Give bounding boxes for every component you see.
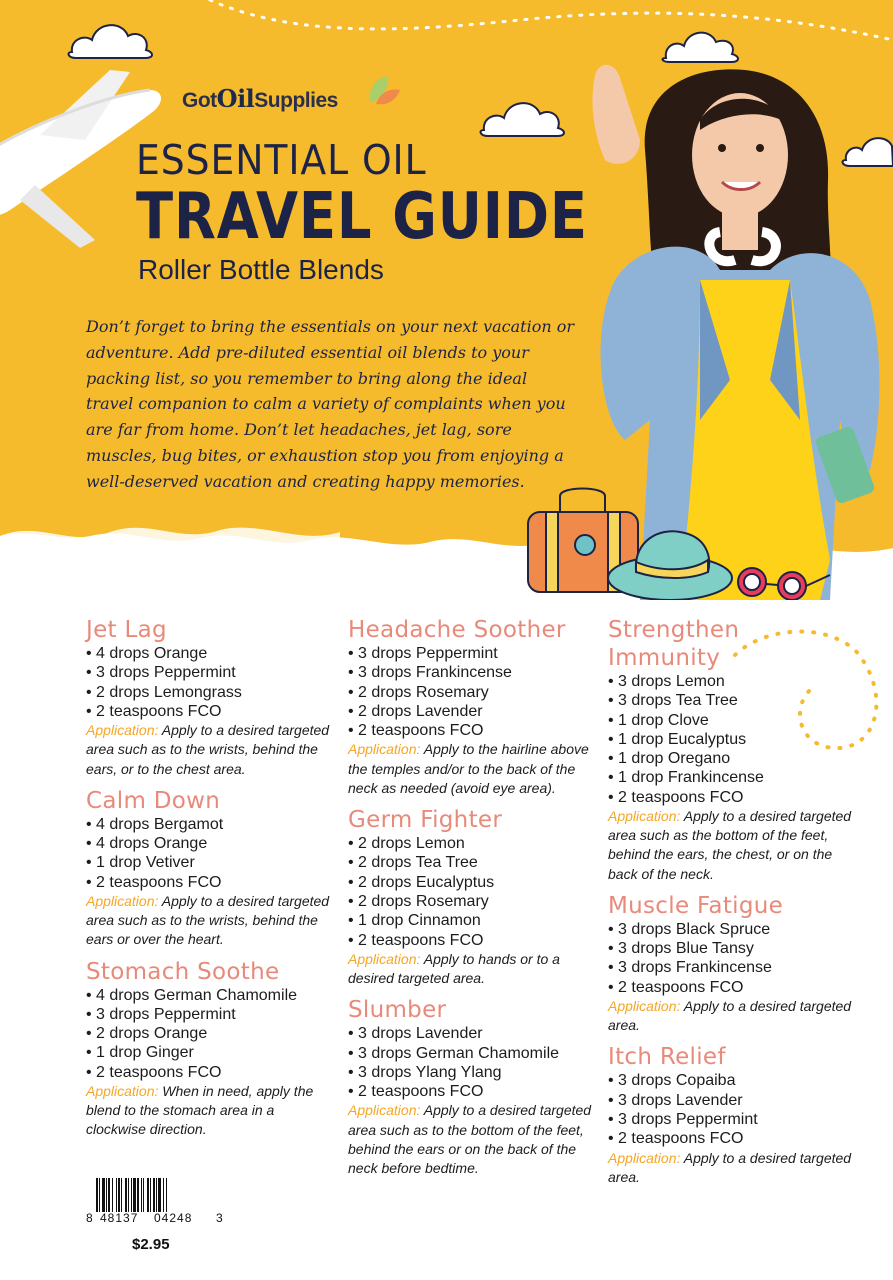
ingredient-item: • 2 drops Lavender (348, 702, 483, 720)
application-text: Apply to a desired targeted area. (608, 998, 852, 1034)
ingredient-item: • 3 drops Tea Tree (608, 692, 738, 710)
application-text: Apply to a desired targeted area such as the bottom of the feet, behind the ears, the chest, or on the back of the neck. (608, 808, 852, 882)
blend-title: Stomach Soothe (86, 958, 280, 985)
ingredient-item: • 3 drops Frankincense (608, 959, 772, 977)
ingredient-item: • 1 drop Vetiver (86, 854, 195, 872)
application-text: Apply to a desired targeted area such as to the bottom of the feet, behind the ears or on the back of the neck before bedtime. (348, 1102, 592, 1177)
ingredient-item: • 3 drops Peppermint (348, 645, 498, 662)
application-text: Apply to a desired targeted area such as to the wrists, behind the ears or over the heart. (86, 892, 330, 948)
ingredient-item: • 3 drops Peppermint (86, 1005, 236, 1023)
barcode-bar (163, 1178, 164, 1212)
barcode-bar (121, 1178, 122, 1212)
logo-text-oil: Oil (216, 84, 255, 113)
ingredient-item: • 3 drops Lavender (608, 1091, 743, 1109)
blend-strengthen-immunity (608, 616, 858, 884)
application-text: Apply to hands or to a desired targeted area. (348, 950, 560, 987)
blend-jet-lag (86, 616, 336, 779)
blend-muscle-fatigue (608, 892, 858, 1036)
barcode (86, 1178, 216, 1214)
blend-title: Calm Down (86, 787, 221, 814)
application-label: Application: (608, 998, 681, 1015)
ingredient-item: • 2 teaspoons FCO (86, 873, 222, 891)
ingredient-item: • 3 drops Lavender (348, 1025, 483, 1043)
ingredient-item: • 3 drops Lemon (608, 673, 725, 690)
title-line-1: ESSENTIAL OIL (136, 136, 427, 184)
ingredient-item: • 1 drop Eucalyptus (608, 730, 747, 748)
application-label: Application: (86, 722, 159, 739)
brand-logo (182, 84, 338, 113)
barcode-bar (143, 1178, 144, 1212)
barcode-bar (106, 1178, 107, 1212)
blend-stomach-soothe (86, 958, 336, 1140)
barcode-bar (118, 1178, 120, 1212)
ingredient-item: • 4 drops Bergamot (86, 815, 224, 833)
application-note (348, 1101, 598, 1178)
barcode-bar (102, 1178, 105, 1212)
ingredient-item: • 2 teaspoons FCO (348, 1083, 484, 1101)
barcode-digit-check: 3 (216, 1211, 223, 1225)
barcode-bar (153, 1178, 155, 1212)
application-label: Application: (86, 1083, 159, 1100)
barcode-digit-lead: 8 (86, 1211, 93, 1225)
application-note (86, 892, 336, 950)
barcode-bar (150, 1178, 151, 1212)
ingredient-item: • 3 drops Black Spruce (608, 920, 771, 938)
barcode-bar (166, 1178, 167, 1212)
blend-title (608, 616, 858, 672)
hero-background (0, 0, 893, 600)
barcode-bar (158, 1178, 161, 1212)
application-note (348, 950, 598, 988)
intro-paragraph: Don’t forget to bring the essentials on your next vacation or adventure. Add pre-diluted essential oil blends to your packing list, so you remember to bring along the ideal travel companion to calm a variety of complaints when you are far from home. Don’t let headaches, jet lag, sore muscles, bug bites, or exhaustion stop you from enjoying a well-deserved vacation and creating happy memories. (86, 317, 575, 491)
ingredient-item: • 3 drops Ylang Ylang (348, 1063, 502, 1081)
barcode-bar (108, 1178, 110, 1212)
ingredient-item: • 2 drops Lemongrass (86, 683, 242, 701)
blend-column-3 (608, 616, 858, 1195)
application-text: When in need, apply the blend to the stomach area in a clockwise direction. (86, 1083, 314, 1138)
barcode-bar (141, 1178, 142, 1212)
subtitle: Roller Bottle Blends (138, 254, 384, 285)
application-label: Application: (348, 950, 421, 967)
ingredient-item: • 1 drop Clove (608, 711, 709, 729)
ingredient-item: • 3 drops Peppermint (608, 1111, 758, 1129)
ingredient-item: • 1 drop Oregano (608, 750, 731, 768)
application-label: Application: (608, 1149, 681, 1166)
blend-itch-relief (608, 1043, 858, 1187)
blend-column-2 (348, 616, 598, 1186)
ingredient-item: • 1 drop Frankincense (608, 769, 764, 787)
barcode-bar (147, 1178, 149, 1212)
ingredient-item: • 2 drops Lemon (348, 835, 465, 853)
barcode-digits-right: 04248 (154, 1211, 193, 1225)
barcode-bar (131, 1178, 132, 1212)
ingredient-item: • 2 teaspoons FCO (608, 788, 744, 806)
ingredient-item: • 2 drops Eucalyptus (348, 873, 495, 891)
application-note (86, 1082, 336, 1140)
application-label: Application: (348, 741, 421, 758)
blend-title: Jet Lag (86, 617, 167, 643)
blend-title: Slumber (348, 997, 447, 1024)
ingredient-item: • 2 teaspoons FCO (608, 1130, 744, 1148)
barcode-bar (96, 1178, 98, 1212)
ingredient-item: • 4 drops German Chamomile (86, 986, 298, 1004)
ingredient-item: • 3 drops Frankincense (348, 664, 512, 682)
ingredient-item: • 2 teaspoons FCO (608, 978, 744, 996)
barcode-bar (137, 1178, 139, 1212)
ingredient-item: • 2 teaspoons FCO (348, 931, 484, 949)
logo-text-got: Got (182, 89, 217, 112)
ingredient-item: • 4 drops Orange (86, 645, 208, 662)
barcode-bar (133, 1178, 136, 1212)
barcode-bar (125, 1178, 127, 1212)
ingredient-item: • 1 drop Cinnamon (348, 912, 481, 930)
blend-title: Muscle Fatigue (608, 892, 784, 919)
barcode-bar (128, 1178, 129, 1212)
ingredient-item: • 1 drop Ginger (86, 1044, 194, 1062)
barcode-bar (116, 1178, 117, 1212)
title-line-2: TRAVEL GUIDE (136, 180, 588, 254)
ingredient-item: • 2 drops Rosemary (348, 683, 489, 701)
application-note (608, 997, 858, 1035)
blend-title: Headache Soother (348, 617, 566, 643)
ingredient-item: • 3 drops Blue Tansy (608, 940, 754, 958)
ingredient-item: • 2 teaspoons FCO (348, 722, 484, 740)
application-note (86, 721, 336, 779)
ingredient-item: • 2 teaspoons FCO (86, 702, 222, 720)
barcode-bar (112, 1178, 113, 1212)
ingredient-item: • 2 drops Tea Tree (348, 854, 478, 872)
blend-title: Germ Fighter (348, 807, 503, 834)
application-label: Application: (86, 892, 159, 909)
barcode-digits-left: 48137 (100, 1211, 139, 1225)
application-note (608, 1149, 858, 1187)
ingredient-item: • 2 teaspoons FCO (86, 1063, 222, 1081)
blend-headache-soother (348, 616, 598, 798)
application-note (348, 740, 598, 798)
barcode-bar (156, 1178, 157, 1212)
application-label: Application: (608, 808, 681, 825)
ingredient-item: • 3 drops Copaiba (608, 1072, 736, 1090)
application-note (608, 807, 858, 884)
application-text: Apply to the hairline above the temples and/or to the back of the neck as needed (avoid eye area). (348, 741, 589, 796)
ingredient-item: • 2 drops Rosemary (348, 892, 489, 910)
blend-slumber (348, 996, 598, 1178)
blend-title-line-2: Immunity (608, 645, 721, 671)
price: $2.95 (132, 1236, 170, 1253)
application-label: Application: (348, 1102, 421, 1119)
application-text: Apply to a desired targeted area. (608, 1149, 852, 1185)
ingredient-item: • 4 drops Orange (86, 835, 208, 853)
ingredient-item: • 2 drops Orange (86, 1025, 208, 1043)
application-text: Apply to a desired targeted area such as to the wrists, behind the ears, or to the chest area. (86, 722, 330, 777)
leaf-icon (366, 74, 402, 106)
ingredient-item: • 3 drops Peppermint (86, 664, 236, 682)
ingredient-item: • 3 drops German Chamomile (348, 1044, 560, 1062)
blend-calm-down (86, 787, 336, 950)
blend-title-line-1: Strengthen (608, 617, 740, 643)
barcode-bar (99, 1178, 100, 1212)
blend-column-1 (86, 616, 336, 1148)
blend-title: Itch Relief (608, 1044, 726, 1071)
logo-text-supplies: Supplies (254, 89, 338, 112)
blend-germ-fighter (348, 806, 598, 988)
